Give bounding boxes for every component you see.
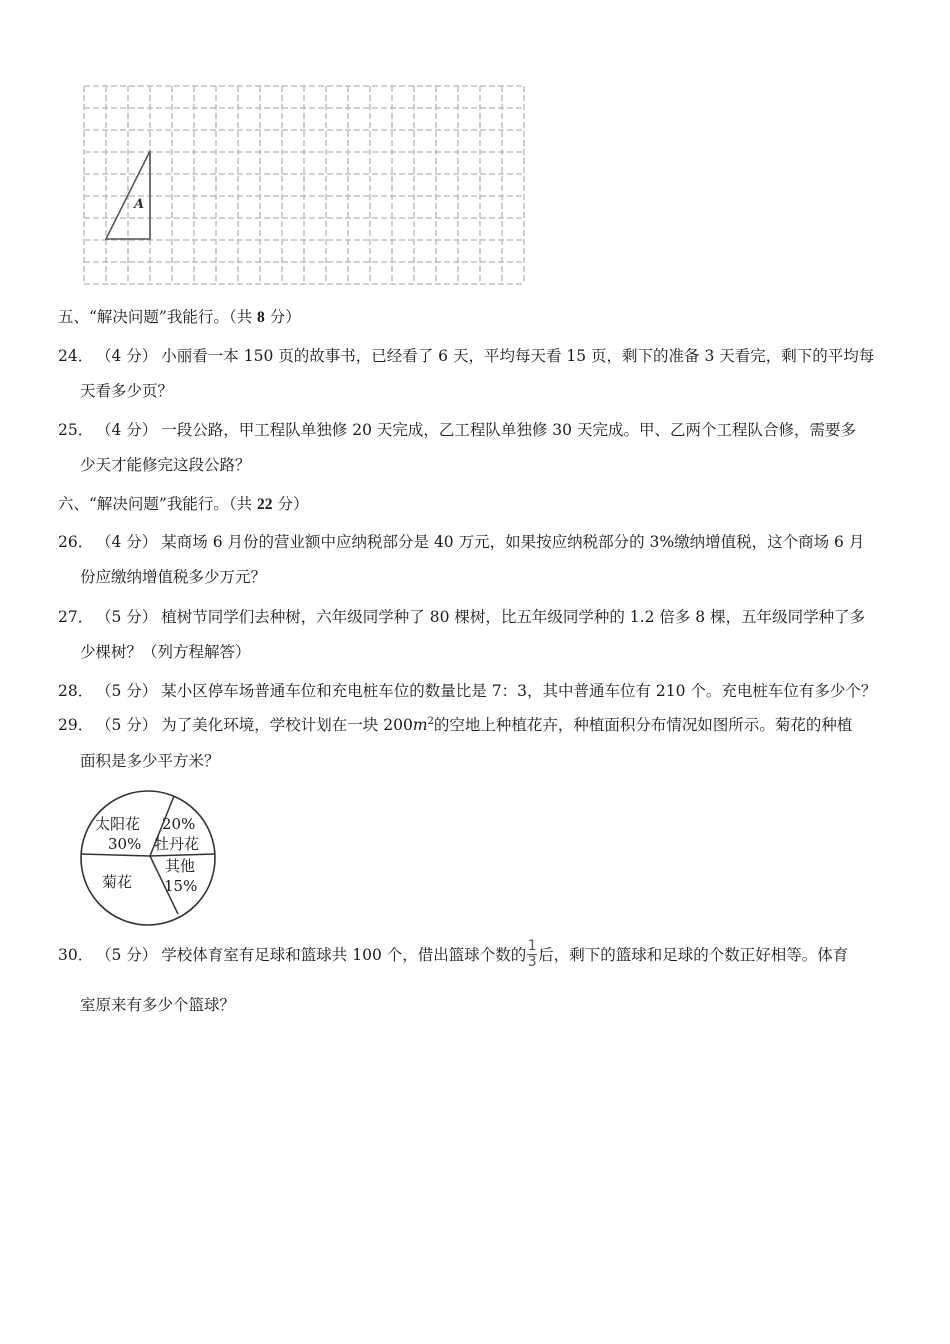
question-29-line2: 面积是多少平方米？ (80, 752, 220, 770)
question-30-line2: 室原来有多少个篮球？ (80, 996, 236, 1014)
question-26: 26． （4 分） 某商场 6 月份的营业额中应纳税部分是 40 万元，如果按应纳税部分的 3%缴纳增值税，这个商场 6 月 (58, 533, 865, 551)
pie-label-juhua: 菊花 (102, 873, 133, 891)
section-5-heading: 五、“解决问题”我能行。（共 8 分） (58, 308, 301, 326)
pie-label-mudanhua: 牡丹花 (154, 835, 200, 853)
question-27: 27． （5 分） 植树节同学们去种树，六年级同学种了 80 棵树，比五年级同学种的 1.2 倍多 8 棵，五年级同学种了多 (58, 608, 866, 626)
pie-chart (78, 788, 218, 928)
pie-divider-left (81, 854, 150, 856)
question-28: 28． （5 分） 某小区停车场普通车位和充电桩车位的数量比是 7：3，其中普通车位有 210 个。充电桩车位有多少个？ (58, 682, 877, 700)
question-30: 30． （5 分） 学校体育室有足球和篮球共 100 个，借出篮球个数的 $\frac{1}{3}$ 后，剩下的篮球和足球的个数正好相等。体育 (58, 937, 849, 970)
pie-chart-svg (78, 788, 218, 928)
question-25: 25． （4 分） 一段公路，甲工程队单独修 20 天完成，乙工程队单独修 30 天完成。甲、乙两个工程队合修，需要多 (58, 421, 856, 439)
pie-label-qita: 其他 (165, 857, 196, 875)
question-25-line2: 少天才能修完这段公路？ (80, 456, 251, 474)
question-26-line2: 份应缴纳增值税多少万元？ (80, 568, 267, 586)
section-6-heading: 六、“解决问题”我能行。（共 22 分） (58, 495, 309, 513)
unit-m: m (412, 716, 428, 734)
question-27-line2: 少棵树？（列方程解答） (80, 643, 251, 661)
pie-value-qita: 15% (164, 877, 198, 895)
unit-exponent: 2 (427, 715, 434, 727)
pie-divider-right (150, 854, 215, 856)
fraction-one-third: $\frac{1}{3}$ (527, 937, 537, 970)
question-24-line2: 天看多少页？ (80, 382, 174, 400)
triangle-label: A (134, 197, 145, 212)
question-24: 24． （4 分） 小丽看一本 150 页的故事书，已经看了 6 天，平均每天看 15 页，剩下的准备 3 天看完，剩下的平均每 (58, 347, 875, 365)
pie-label-taiyanghua: 太阳花 (95, 815, 141, 833)
pie-value-taiyanghua: 30% (108, 835, 142, 853)
question-29: 29． （5 分） 为了美化环境，学校计划在一块 $200m^2$的空地上种植花卉，种植面积分布情况如图所示。菊花的种植 (58, 715, 853, 734)
grid-figure (80, 82, 526, 286)
pie-value-mudanhua: 20% (162, 815, 196, 833)
